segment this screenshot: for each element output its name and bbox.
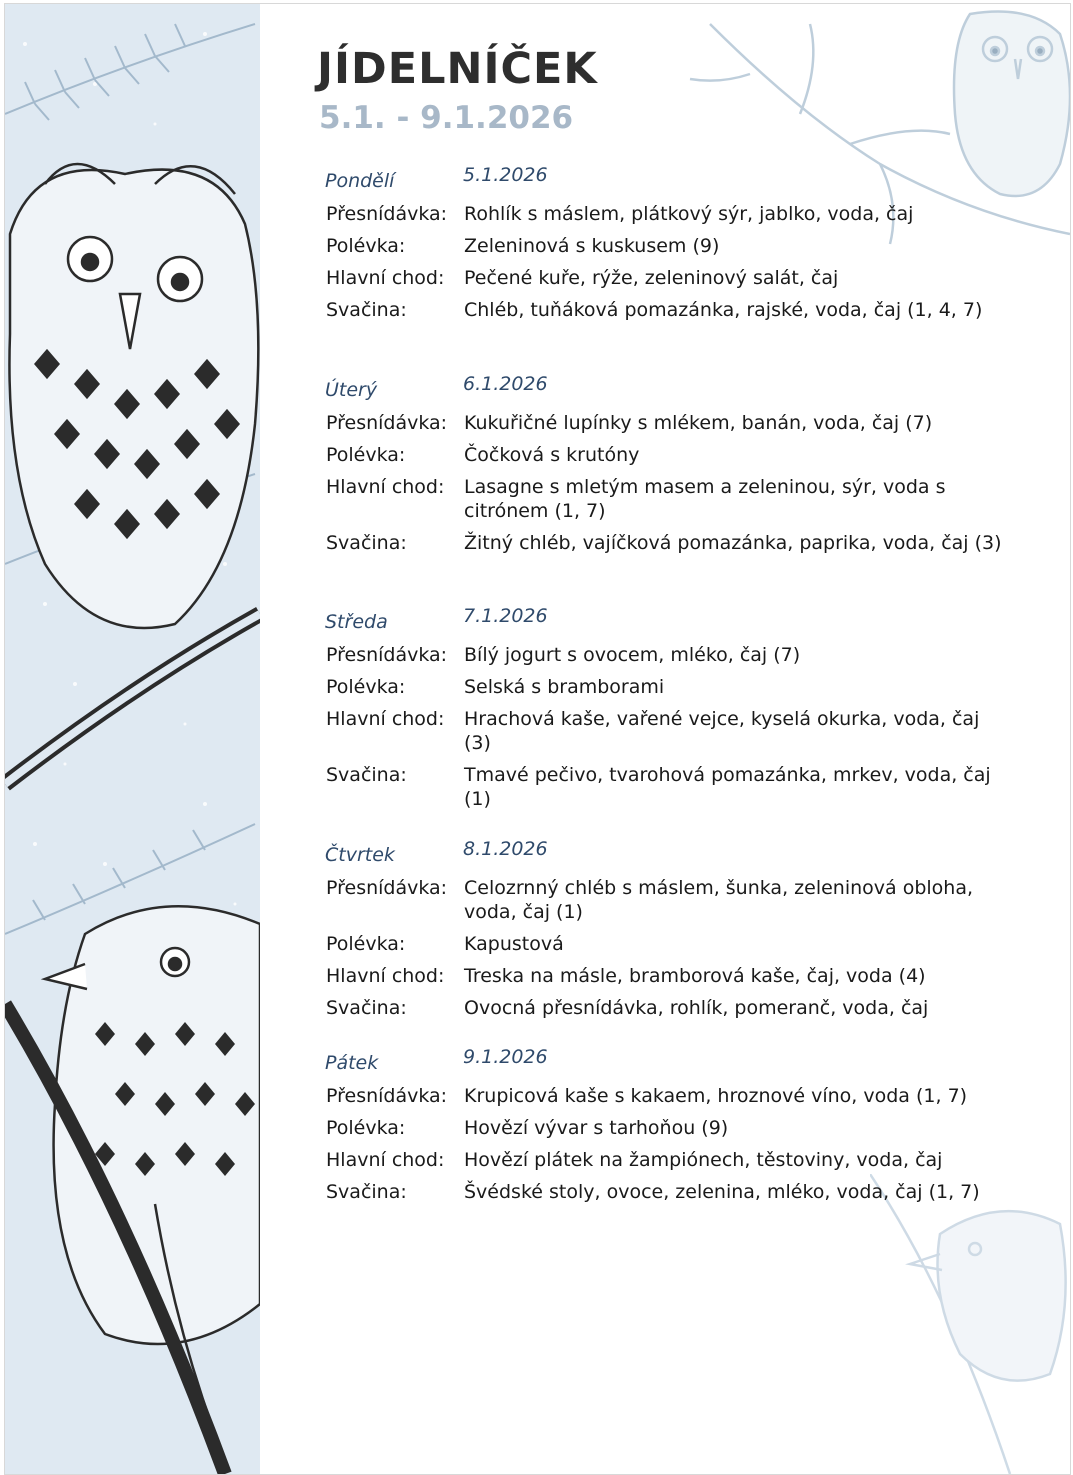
meal-snack-afternoon: [317, 531, 1017, 555]
meal-soup: [317, 675, 1017, 699]
meal-label: Polévka:: [326, 235, 406, 257]
meal-value: Kapustová: [464, 933, 564, 955]
meal-label: Polévka:: [326, 676, 406, 698]
meal-soup: [317, 932, 1017, 956]
meal-label: Polévka:: [326, 1117, 406, 1139]
meal-main: [317, 964, 1017, 988]
meal-snack-morning: [317, 876, 1017, 924]
meal-value: Kukuřičné lupínky s mlékem, banán, voda, čaj (7): [464, 412, 933, 434]
meal-soup: [317, 443, 1017, 467]
meal-label: Hlavní chod:: [326, 267, 445, 289]
day-date: 7.1.2026: [463, 605, 548, 627]
meal-value: Hrachová kaše, vařené vejce, kyselá okurka, voda, čaj (3): [464, 708, 980, 754]
meal-label: Polévka:: [326, 444, 406, 466]
winter-birds-illustration: [5, 4, 260, 1474]
day-name: Čtvrtek: [325, 844, 395, 866]
owls-and-branches-drawing: [5, 4, 260, 1474]
day-name: Úterý: [325, 379, 378, 401]
meal-value: Celozrnný chléb s máslem, šunka, zeleninová obloha, voda, čaj (1): [464, 877, 974, 923]
meal-label: Hlavní chod:: [326, 965, 445, 987]
meal-value: Tmavé pečivo, tvarohová pomazánka, mrkev, voda, čaj (1): [464, 764, 991, 810]
day-friday: [317, 1046, 1017, 1204]
meal-snack-morning: [317, 202, 1017, 226]
meal-label: Polévka:: [326, 933, 406, 955]
day-monday: [317, 164, 1017, 322]
day-thursday: [317, 838, 1017, 1020]
meal-snack-morning: [317, 411, 1017, 435]
meal-snack-afternoon: [317, 996, 1017, 1020]
meal-label: Přesnídávka:: [326, 877, 448, 899]
meal-main: [317, 475, 1017, 523]
meal-label: Přesnídávka:: [326, 203, 448, 225]
meal-label: Svačina:: [326, 997, 407, 1019]
meal-main: [317, 707, 1017, 755]
meal-label: Přesnídávka:: [326, 412, 448, 434]
meal-value: Švédské stoly, ovoce, zelenina, mléko, voda, čaj (1, 7): [464, 1181, 980, 1203]
meal-value: Hovězí plátek na žampiónech, těstoviny, voda, čaj: [464, 1149, 943, 1171]
meal-value: Ovocná přesnídávka, rohlík, pomeranč, voda, čaj: [464, 997, 929, 1019]
meal-main: [317, 266, 1017, 290]
meal-soup: [317, 234, 1017, 258]
date-range: 5.1. - 9.1.2026: [319, 100, 574, 136]
meal-value: Lasagne s mletým masem a zeleninou, sýr, voda s citrónem (1, 7): [464, 476, 946, 522]
meal-label: Přesnídávka:: [326, 644, 448, 666]
meal-label: Hlavní chod:: [326, 476, 445, 498]
meal-value: Pečené kuře, rýže, zeleninový salát, čaj: [464, 267, 839, 289]
meal-label: Hlavní chod:: [326, 708, 445, 730]
day-date: 8.1.2026: [463, 838, 548, 860]
day-tuesday: [317, 373, 1017, 555]
day-date: 5.1.2026: [463, 164, 548, 186]
day-date: 9.1.2026: [463, 1046, 548, 1068]
meal-value: Rohlík s máslem, plátkový sýr, jablko, voda, čaj: [464, 203, 914, 225]
meal-value: Chléb, tuňáková pomazánka, rajské, voda, čaj (1, 4, 7): [464, 299, 983, 321]
meal-label: Svačina:: [326, 1181, 407, 1203]
day-name: Pátek: [325, 1052, 379, 1074]
day-name: Středa: [325, 611, 388, 633]
meal-value: Čočková s krutóny: [464, 444, 640, 466]
day-wednesday: [317, 605, 1017, 811]
meal-label: Svačina:: [326, 532, 407, 554]
page-title: JÍDELNÍČEK: [317, 44, 598, 94]
bird-decoration: [870, 1174, 1070, 1474]
day-date: 6.1.2026: [463, 373, 548, 395]
meal-snack-morning: [317, 1084, 1017, 1108]
day-name: Pondělí: [325, 170, 395, 192]
meal-main: [317, 1148, 1017, 1172]
meal-label: Přesnídávka:: [326, 1085, 448, 1107]
meal-snack-morning: [317, 643, 1017, 667]
meal-soup: [317, 1116, 1017, 1140]
meal-label: Svačina:: [326, 764, 407, 786]
menu-page: [4, 3, 1071, 1475]
meal-label: Hlavní chod:: [326, 1149, 445, 1171]
meal-value: Zeleninová s kuskusem (9): [464, 235, 720, 257]
meal-snack-afternoon: [317, 763, 1017, 811]
meal-value: Selská s bramborami: [464, 676, 665, 698]
meal-value: Krupicová kaše s kakaem, hroznové víno, voda (1, 7): [464, 1085, 968, 1107]
meal-value: Žitný chléb, vajíčková pomazánka, paprika, voda, čaj (3): [464, 532, 1002, 554]
meal-snack-afternoon: [317, 298, 1017, 322]
meal-value: Hovězí vývar s tarhoňou (9): [464, 1117, 729, 1139]
meal-value: Bílý jogurt s ovocem, mléko, čaj (7): [464, 644, 801, 666]
meal-value: Treska na másle, bramborová kaše, čaj, voda (4): [464, 965, 926, 987]
meal-snack-afternoon: [317, 1180, 1017, 1204]
meal-label: Svačina:: [326, 299, 407, 321]
